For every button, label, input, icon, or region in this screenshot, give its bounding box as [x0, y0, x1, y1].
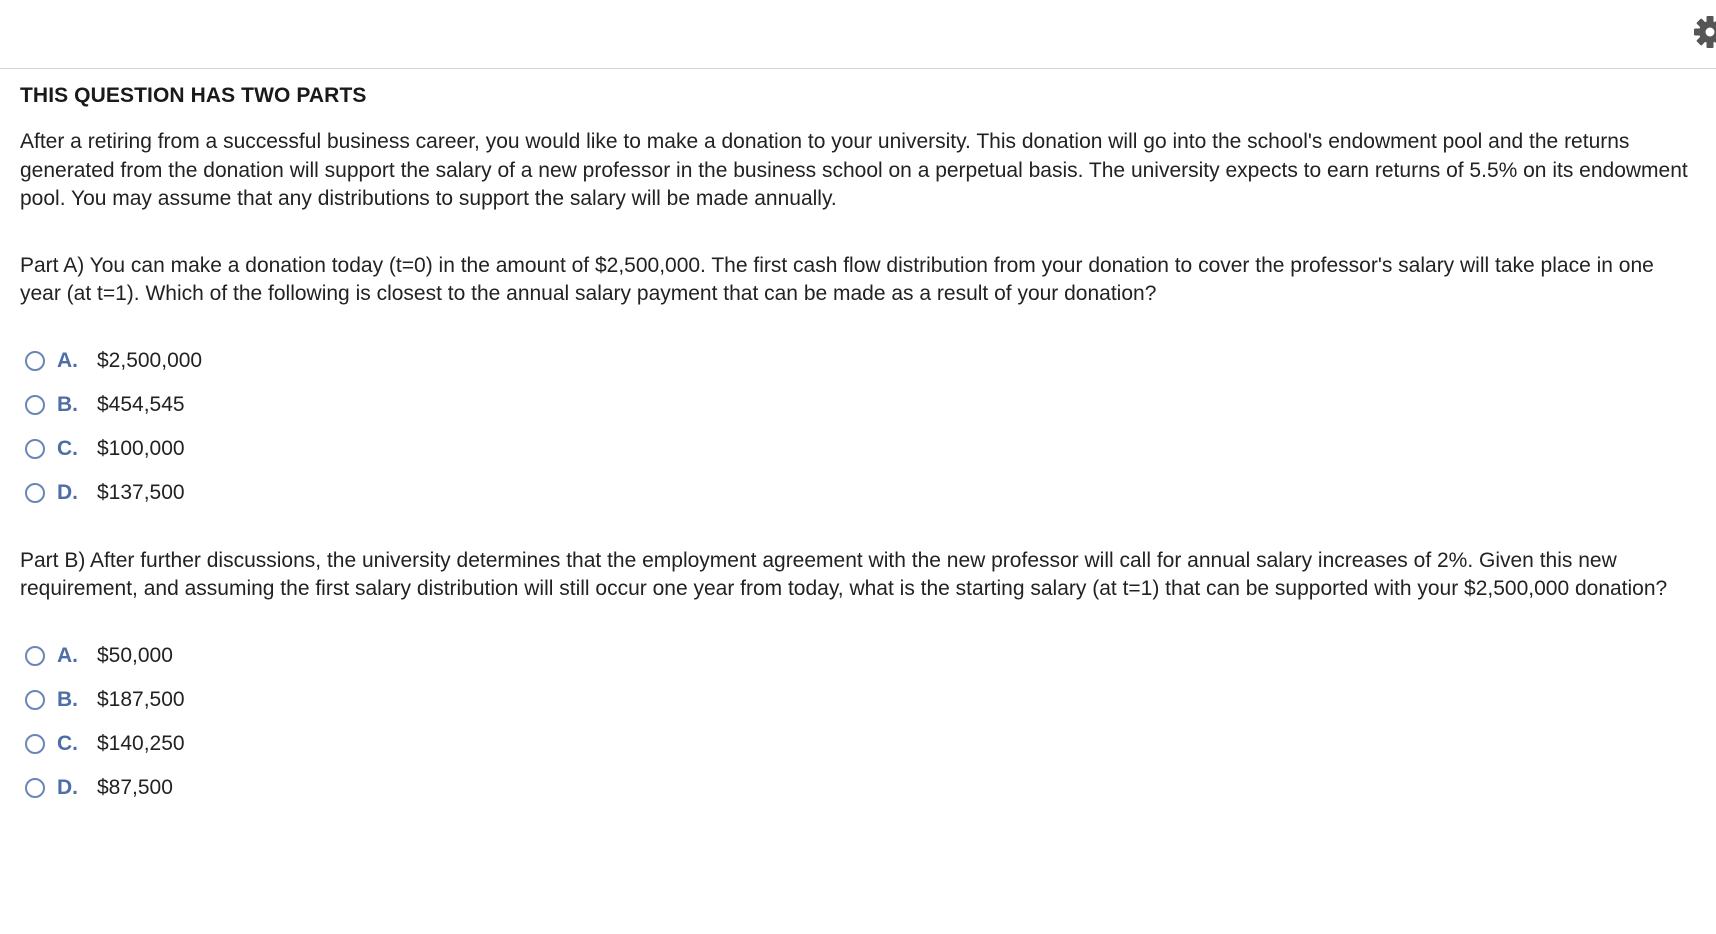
- option-value: $137,500: [97, 480, 185, 504]
- gear-icon[interactable]: [1688, 14, 1716, 50]
- part-b-option-b[interactable]: [20, 678, 1700, 722]
- option-letter: B.: [57, 392, 78, 416]
- option-value: $454,545: [97, 392, 185, 416]
- radio-button[interactable]: [25, 351, 45, 371]
- option-value: $2,500,000: [97, 348, 203, 372]
- option-value: $87,500: [97, 775, 173, 799]
- part-a-option-c[interactable]: [20, 427, 1700, 471]
- part-a-option-d[interactable]: [20, 471, 1700, 515]
- radio-button[interactable]: [25, 734, 45, 754]
- option-letter: A.: [57, 348, 78, 372]
- question-heading: THIS QUESTION HAS TWO PARTS: [20, 84, 367, 107]
- part-b-option-d[interactable]: [20, 766, 1700, 810]
- radio-button[interactable]: [25, 646, 45, 666]
- option-letter: A.: [57, 643, 78, 667]
- radio-button[interactable]: [25, 395, 45, 415]
- option-value: $50,000: [97, 643, 173, 667]
- option-letter: D.: [57, 480, 78, 504]
- part-b-prompt: Part B) After further discussions, the university determines that the employment agreement with the new professor will call for annual salary increases of 2%. Given this new requirement, and assuming the first salary distribution will still occur one year from today, what is the starting salary (at t=1) that can be supported with your $2,500,000 donation?: [20, 548, 1668, 600]
- option-value: $187,500: [97, 687, 185, 711]
- part-b-option-a[interactable]: [20, 634, 1700, 678]
- part-b-options: [20, 634, 1700, 810]
- part-a-option-b[interactable]: [20, 383, 1700, 427]
- part-a-prompt: Part A) You can make a donation today (t=0) in the amount of $2,500,000. The first cash flow distribution from your donation to cover the professor's salary will take place in one year (at t=1). Which of the following is closest to the annual salary payment that can be made as a result of your donation?: [20, 253, 1654, 305]
- option-value: $100,000: [97, 436, 185, 460]
- radio-button[interactable]: [25, 778, 45, 798]
- top-toolbar: [0, 0, 1716, 69]
- radio-button[interactable]: [25, 483, 45, 503]
- option-letter: B.: [57, 687, 78, 711]
- option-letter: D.: [57, 775, 78, 799]
- radio-button[interactable]: [25, 690, 45, 710]
- option-value: $140,250: [97, 731, 185, 755]
- option-letter: C.: [57, 731, 78, 755]
- question-content: [20, 84, 1700, 842]
- part-a-option-a[interactable]: [20, 339, 1700, 383]
- part-a-options: [20, 339, 1700, 515]
- radio-button[interactable]: [25, 439, 45, 459]
- part-b-option-c[interactable]: [20, 722, 1700, 766]
- question-intro: After a retiring from a successful business career, you would like to make a donation to your university. This donation will go into the school's endowment pool and the returns generated from the donation will support the salary of a new professor in the business school on a perpetual basis. The university expects to earn returns of 5.5% on its endowment pool. You may assume that any distributions to support the salary will be made annually.: [20, 130, 1688, 210]
- option-letter: C.: [57, 436, 78, 460]
